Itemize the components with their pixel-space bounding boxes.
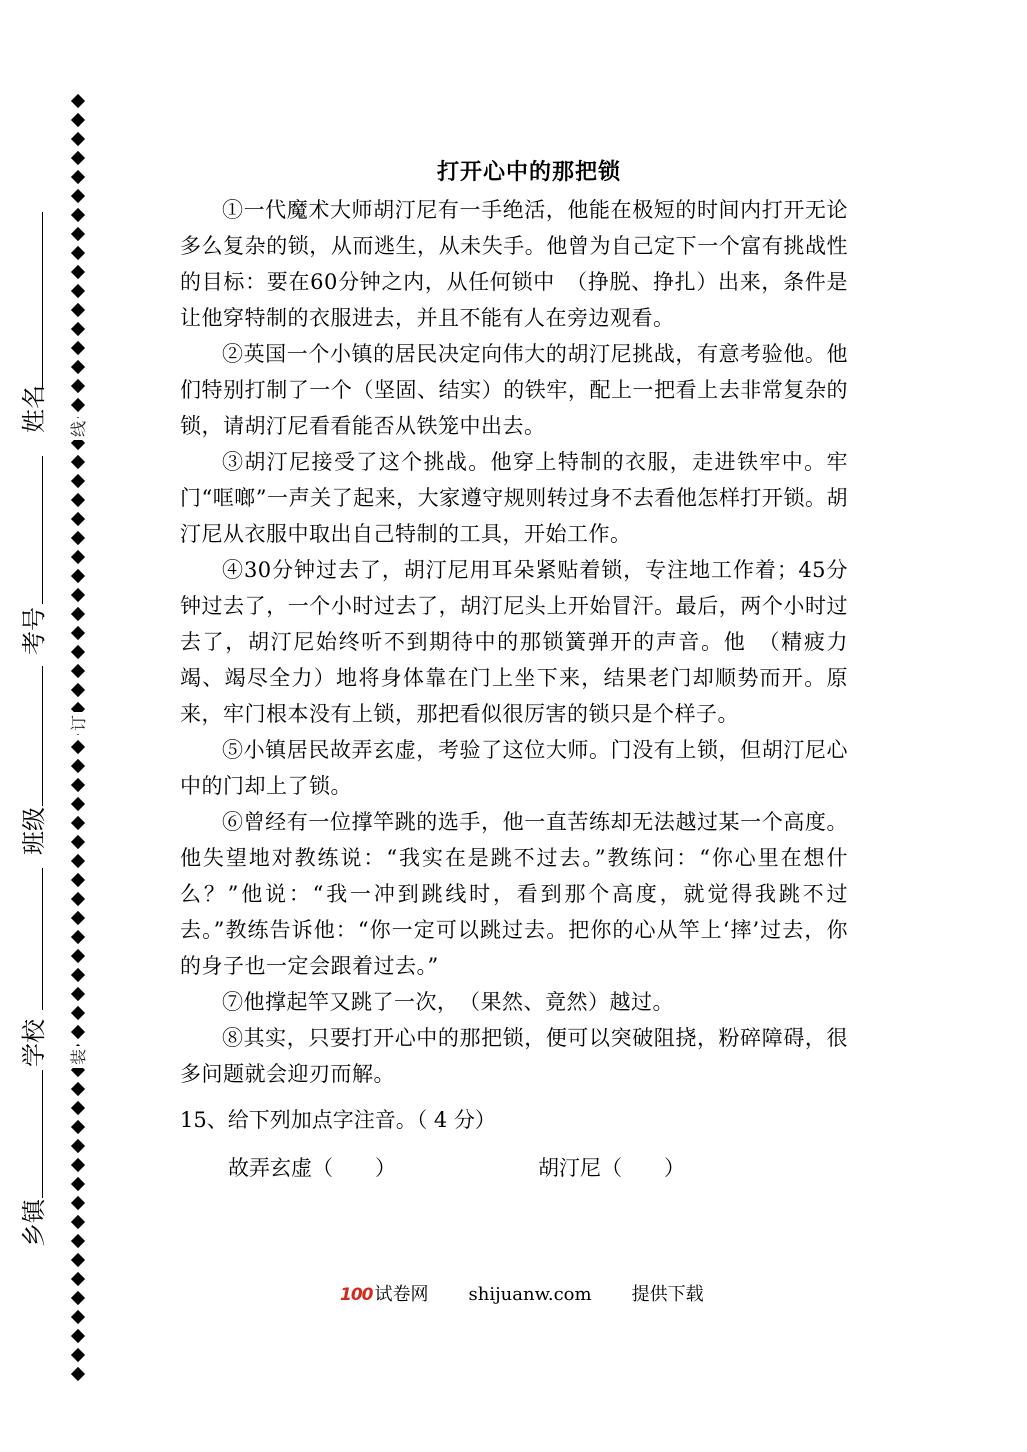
name-label: 姓名 — [20, 385, 48, 433]
binding-diamond — [71, 835, 85, 849]
site-logo: 100 — [340, 1285, 373, 1305]
site-url[interactable]: shijuanw.com — [468, 1284, 592, 1305]
paragraph-4: ④30分钟过去了，胡汀尼用耳朵紧贴着锁，专注地工作着；45分钟过去了，一个小时过去了，胡汀尼头上开始冒汗。最后，两个小时过去了，胡汀尼始终听不到期待中的那锁簧弹开的声音。他 （精疲力竭、竭尽全力）地将身体靠在门上坐下来，结果老门却顺势而开。原来，牢门根本没有上锁，那把看似很厉害的锁只是个样子。 — [180, 558, 848, 726]
binding-diamond — [71, 531, 85, 545]
paragraph-5: ⑤小镇居民故弄玄虚，考验了这位大师。门没有上锁，但胡汀尼心中的门却上了锁。 — [180, 738, 848, 798]
class-field — [14, 807, 54, 855]
binding-word-staple: 订 — [68, 712, 90, 734]
binding-diamond — [71, 360, 85, 374]
school-field — [14, 1019, 54, 1067]
exam-number-label: 考号 — [20, 607, 48, 655]
paragraph-1: ①一代魔术大师胡汀尼有一手绝活，他能在极短的时间内打开无论多么复杂的锁，从而逃生，从未失手。他曾为自己定下一个富有挑战性的目标：要在60分钟之内，从任何锁中 （挣脱、挣扎）出来，条件是让他穿特制的衣服进去，并且不能有人在旁边观看。 — [180, 198, 848, 330]
name-field — [14, 385, 54, 433]
site-name: 试卷网 — [374, 1284, 429, 1305]
binding-diamond — [71, 474, 85, 488]
binding-diamond — [71, 949, 85, 963]
paragraph-6: ⑥曾经有一位撑竿跳的选手，他一直苦练却无法越过某一个高度。他失望地对教练说：“我实在是跳不过去。”教练问：“你心里在想什么？”他说：“我一冲到跳线时，看到那个高度，就觉得我跳不过去。”教练告诉他：“你一定可以跳过去。把你的心从竿上‘摔’过去，你的身子也一定会跟着过去。” — [180, 810, 848, 978]
binding-diamond — [71, 987, 85, 1001]
exam-number-blank-line[interactable] — [42, 456, 43, 604]
exam-number-field — [14, 607, 54, 655]
binding-diamond — [71, 1196, 85, 1210]
binding-diamond — [71, 816, 85, 830]
binding-diamond — [71, 170, 85, 184]
binding-diamond — [71, 1215, 85, 1229]
binding-diamond — [71, 493, 85, 507]
paragraph-2: ②英国一个小镇的居民决定向伟大的胡汀尼挑战，有意考验他。他们特别打制了一个（坚固、结实）的铁牢，配上一把看上去非常复杂的锁，请胡汀尼看看能否从铁笼中出去。 — [180, 342, 848, 438]
binding-diamond — [71, 94, 85, 108]
binding-diamond — [71, 930, 85, 944]
binding-diamond — [71, 398, 85, 412]
paragraph-7: ⑦他撑起竿又跳了一次， （果然、竟然）越过。 — [222, 990, 674, 1014]
binding-diamond — [71, 607, 85, 621]
township-blank-line[interactable] — [42, 1070, 43, 1198]
binding-diamond — [71, 341, 85, 355]
binding-diamond-column — [60, 92, 96, 1382]
binding-diamond — [71, 1234, 85, 1248]
binding-diamond — [71, 854, 85, 868]
binding-diamond — [71, 911, 85, 925]
binding-diamond — [71, 550, 85, 564]
binding-diamond — [71, 1253, 85, 1267]
answer-blank-1[interactable]: 故弄玄虚（ ） — [228, 1156, 396, 1180]
binding-diamond — [71, 265, 85, 279]
answer-blank-2[interactable]: 胡汀尼（ ） — [538, 1156, 685, 1180]
binding-diamond — [71, 1139, 85, 1153]
binding-diamond — [71, 664, 85, 678]
binding-diamond — [71, 1025, 85, 1039]
binding-diamond — [71, 208, 85, 222]
binding-diamond — [71, 645, 85, 659]
binding-diamond — [71, 113, 85, 127]
binding-diamond — [71, 455, 85, 469]
binding-diamond — [71, 759, 85, 773]
binding-diamond — [71, 189, 85, 203]
binding-diamond — [71, 1082, 85, 1096]
question-15: 15、给下列加点字注音。（ 4 分） — [180, 1108, 496, 1132]
binding-diamond — [71, 246, 85, 260]
binding-diamond — [71, 683, 85, 697]
binding-diamond — [71, 892, 85, 906]
binding-diamond — [71, 322, 85, 336]
school-label: 学校 — [20, 1019, 48, 1067]
binding-diamond — [71, 740, 85, 754]
binding-diamond — [71, 284, 85, 298]
binding-diamond — [71, 1310, 85, 1324]
binding-diamond — [71, 1120, 85, 1134]
binding-diamond — [71, 968, 85, 982]
binding-diamond — [71, 1348, 85, 1362]
binding-diamond — [71, 151, 85, 165]
binding-diamond — [71, 1101, 85, 1115]
article-title: 打开心中的那把锁 — [436, 159, 621, 185]
binding-diamond — [71, 1158, 85, 1172]
binding-diamond — [71, 1006, 85, 1020]
binding-diamond — [71, 379, 85, 393]
answer-row — [180, 1150, 848, 1186]
binding-diamond — [71, 1367, 85, 1381]
binding-diamond — [71, 303, 85, 317]
name-blank-line[interactable] — [42, 212, 43, 388]
binding-diamond — [71, 1177, 85, 1191]
class-blank-line[interactable] — [42, 666, 43, 806]
binding-word-bind: 装 — [68, 1046, 90, 1068]
binding-diamond — [71, 569, 85, 583]
paragraph-3: ③胡汀尼接受了这个挑战。他穿上特制的衣服，走进铁牢中。牢门“哐啷”一声关了起来，大家遵守规则转过身不去看他怎样打开锁。胡汀尼从衣服中取出自己特制的工具，开始工作。 — [180, 450, 848, 546]
township-label: 乡镇 — [20, 1199, 48, 1247]
paragraph-8: ⑧其实，只要打开心中的那把锁，便可以突破阻挠，粉碎障碍，很多问题就会迎刃而解。 — [180, 1026, 848, 1086]
class-label: 班级 — [20, 807, 48, 855]
binding-diamond — [71, 797, 85, 811]
binding-diamond — [71, 132, 85, 146]
binding-diamond — [71, 227, 85, 241]
binding-word-line: 线 — [68, 418, 90, 440]
binding-diamond — [71, 512, 85, 526]
footer — [340, 1282, 704, 1308]
binding-diamond — [71, 873, 85, 887]
reading-passage — [180, 156, 848, 1186]
binding-diamond — [71, 778, 85, 792]
download-note: 提供下载 — [631, 1284, 704, 1305]
township-field — [14, 1199, 54, 1247]
binding-diamond — [71, 1272, 85, 1286]
binding-diamond — [71, 1329, 85, 1343]
binding-diamond — [71, 626, 85, 640]
binding-diamond — [71, 1291, 85, 1305]
binding-diamond — [71, 588, 85, 602]
school-blank-line[interactable] — [42, 868, 43, 1010]
